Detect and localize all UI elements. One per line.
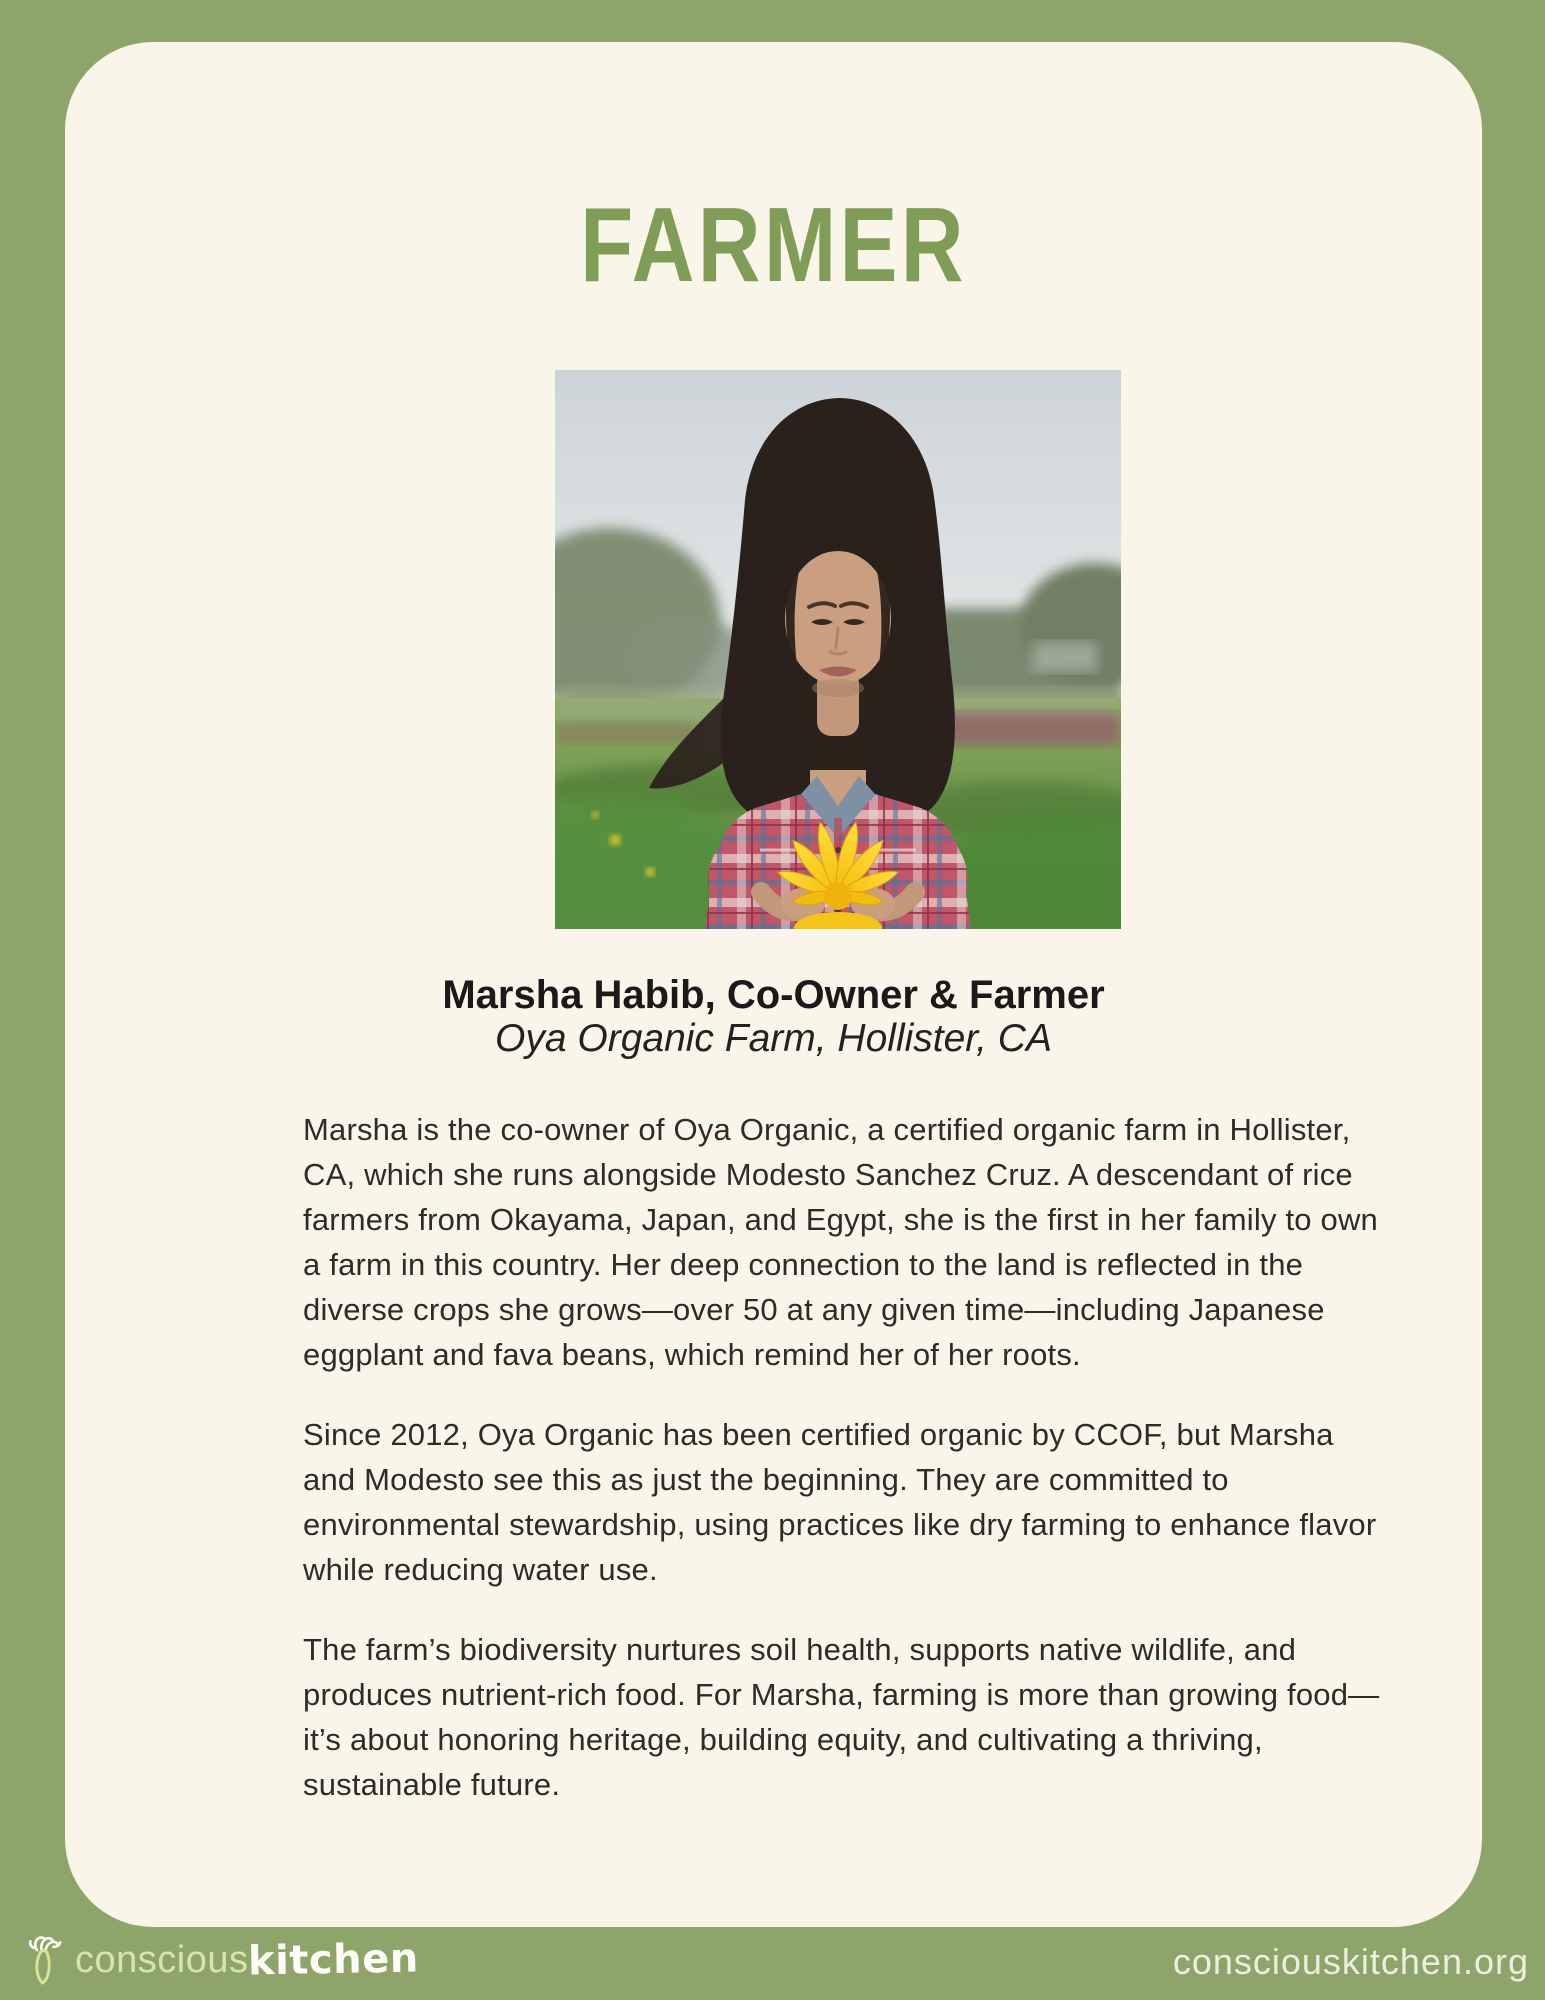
conscious-kitchen-logo bbox=[26, 1931, 419, 1989]
logo-text-conscious: conscious bbox=[75, 1938, 249, 1981]
farm-location: Oya Organic Farm, Hollister, CA bbox=[495, 1017, 1052, 1060]
bio-paragraph-2: Since 2012, Oya Organic has been certified organic by CCOF, but Marsha and Modesto see this as just the beginning. They are committed to environmental stewardship, using practices like dry farming to enhance flavor while reducing water use. bbox=[303, 1417, 1377, 1587]
farmer-photo-illustration bbox=[555, 370, 1121, 929]
bio-text bbox=[303, 1107, 1385, 1842]
farmer-name: Marsha Habib, Co-Owner & Farmer bbox=[442, 973, 1105, 1017]
farmer-photo bbox=[555, 370, 1121, 929]
footer bbox=[0, 1927, 1545, 2000]
page-title: FARMER bbox=[580, 186, 967, 304]
website-url: consciouskitchen.org bbox=[1172, 1941, 1529, 1982]
content-card bbox=[65, 42, 1482, 1927]
bio-paragraph-1: Marsha is the co-owner of Oya Organic, a certified organic farm in Hollister, CA, which she runs alongside Modesto Sanchez Cruz. A descendant of rice farmers from Okayama, Japan, and Egypt, she is the first in her family to own a farm in this country. Her deep connection to the land is reflected in the diverse crops she grows—over 50 at any given time—including Japanese eggplant and fava beans, which remind her of her roots. bbox=[303, 1112, 1379, 1372]
logo-text-kitchen: kitchen bbox=[248, 1935, 420, 1985]
carrot-icon bbox=[26, 1932, 70, 1988]
bio-paragraph-3: The farm’s biodiversity nurtures soil health, supports native wildlife, and produces nutrient-rich food. For Marsha, farming is more than growing food— it’s about honoring heritage, building equity, and cultivating a thriving, sustainable future. bbox=[303, 1632, 1380, 1802]
